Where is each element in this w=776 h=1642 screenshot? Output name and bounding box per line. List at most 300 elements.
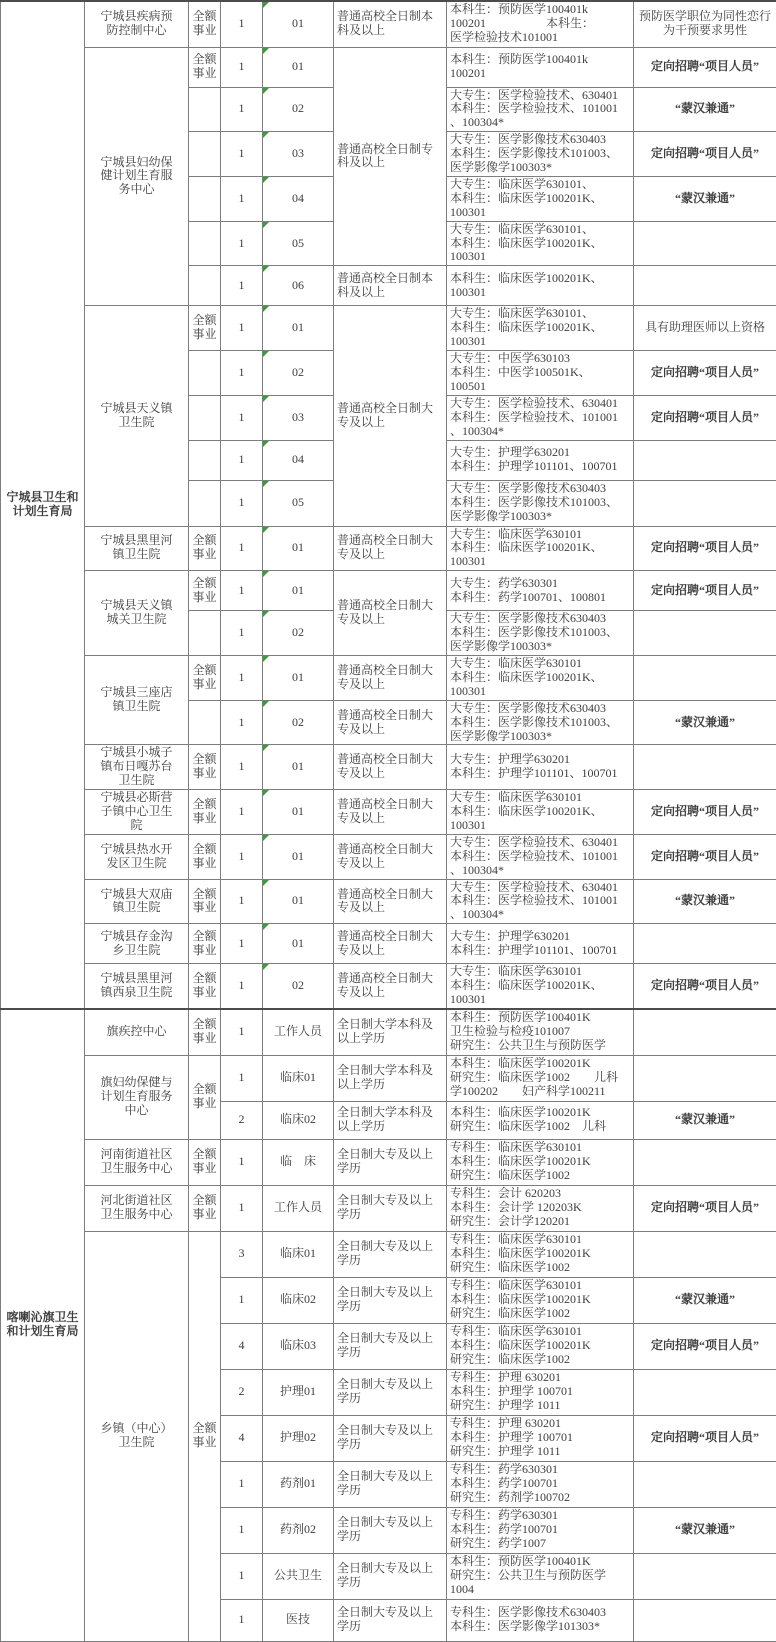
unit-cell [85, 1231, 189, 1641]
edu-cell [334, 834, 447, 879]
count-text: 1 [239, 192, 245, 206]
unit-text: 河南街道社区 卫生服务中心 [100, 1148, 172, 1176]
edu-text: 全日制大专及以上 学历 [337, 1470, 433, 1498]
remark-cell [634, 395, 776, 440]
remark-cell [634, 964, 776, 1009]
remark-cell [634, 87, 776, 132]
count-cell [221, 1323, 263, 1369]
remark-cell [634, 655, 776, 700]
count-text: 1 [239, 1293, 245, 1307]
code-cell [263, 351, 334, 396]
code-text: 临床03 [280, 1339, 316, 1353]
majors-cell [447, 1507, 634, 1553]
fund-cell [189, 834, 221, 879]
majors-text: 专科生：药学630301 本科生：药学100701 研究生：药剂学100702 [450, 1463, 570, 1505]
remark-cell [634, 47, 776, 87]
edu-text: 全日制大专及以上 学历 [337, 1240, 433, 1268]
count-text: 1 [239, 453, 245, 467]
fund-cell [189, 526, 221, 571]
code-cell [263, 480, 334, 526]
code-cell [263, 1599, 334, 1641]
fund-text: 全额 事业 [192, 843, 216, 871]
majors-text: 大专生：临床医学630101、 本科生：临床医学100201K、 100301 [450, 307, 603, 349]
majors-text: 本科生：预防医学100401k 100201 [450, 53, 588, 81]
fund-text: 全额 事业 [192, 10, 216, 38]
unit-text: 宁城县黑里河 镇卫生院 [100, 534, 172, 562]
majors-text: 专科生：护理 630201 本科生：护理学 100701 研究生：护理学 1011 [450, 1371, 573, 1413]
code-text: 护理02 [280, 1431, 316, 1445]
count-text: 2 [239, 1385, 245, 1399]
code-text: 工作人员 [274, 1025, 322, 1039]
unit-cell [85, 655, 189, 744]
code-text: 02 [292, 716, 304, 730]
majors-text: 大专生：医学检验技术、630401 本科生：医学检验技术、101001 、100304* [450, 836, 618, 878]
edu-text: 普通高校全日制大 专及以上 [337, 664, 433, 692]
code-cell [263, 611, 334, 656]
majors-text: 大专生：医学影像技术630403 本科生：医学影像技术101003、 医学影像学100303* [450, 133, 618, 175]
count-cell [221, 1185, 263, 1231]
count-text: 1 [239, 850, 245, 864]
code-cell [263, 1461, 334, 1507]
fund-cell [189, 395, 221, 440]
majors-cell [447, 1369, 634, 1415]
count-cell [221, 1055, 263, 1101]
majors-cell [447, 924, 634, 964]
edu-cell [334, 1101, 447, 1139]
majors-cell [447, 1323, 634, 1369]
fund-cell [189, 221, 221, 266]
count-text: 1 [239, 894, 245, 908]
majors-text: 大专生：护理学630201 本科生：护理学101101、100701 [450, 753, 618, 781]
unit-text: 宁城县小城子 镇布日嘎苏台 卫生院 [100, 746, 172, 788]
unit-text: 宁城县黑里河 镇西泉卫生院 [100, 972, 172, 1000]
edu-cell [334, 1323, 447, 1369]
remark-cell [634, 1185, 776, 1231]
count-text: 1 [239, 1025, 245, 1039]
unit-text: 宁城县大双庙 镇卫生院 [100, 888, 172, 916]
remark-text: “蒙汉兼通” [675, 894, 735, 908]
remark-cell [634, 440, 776, 480]
comment-marker-icon [263, 790, 269, 796]
count-cell [221, 176, 263, 221]
count-cell [221, 700, 263, 745]
edu-text: 普通高校全日制本 科及以上 [337, 10, 433, 38]
unit-cell [85, 306, 189, 526]
remark-cell [634, 1461, 776, 1507]
count-cell [221, 526, 263, 571]
count-cell [221, 571, 263, 611]
code-cell [263, 1415, 334, 1461]
code-cell [263, 1323, 334, 1369]
count-text: 3 [239, 1247, 245, 1261]
edu-cell [334, 745, 447, 790]
majors-cell [447, 440, 634, 480]
count-cell [221, 611, 263, 656]
comment-marker-icon [263, 924, 269, 930]
fund-cell [189, 924, 221, 964]
comment-marker-icon [263, 571, 269, 577]
edu-text: 全日制大学本科及 以上学历 [337, 1018, 433, 1046]
code-text: 02 [292, 979, 304, 993]
count-cell [221, 924, 263, 964]
majors-cell [447, 790, 634, 835]
remark-cell [634, 1323, 776, 1369]
code-cell [263, 1055, 334, 1101]
remark-cell [634, 879, 776, 924]
count-text: 1 [239, 979, 245, 993]
fund-cell [189, 1139, 221, 1185]
unit-cell [85, 571, 189, 656]
majors-text: 大专生：临床医学630101 本科生：临床医学100201K、 100301 [450, 528, 603, 570]
majors-cell [447, 700, 634, 745]
fund-text: 全额 事业 [192, 888, 216, 916]
count-text: 4 [239, 1339, 245, 1353]
count-cell [221, 1369, 263, 1415]
majors-text: 专科生：临床医学630101 本科生：临床医学100201K 研究生：临床医学1002 [450, 1141, 591, 1183]
count-text: 1 [239, 496, 245, 510]
code-text: 药剂02 [280, 1523, 316, 1537]
remark-cell [634, 790, 776, 835]
fund-text: 全额 事业 [192, 534, 216, 562]
count-text: 1 [239, 1155, 245, 1169]
code-cell [263, 306, 334, 351]
remark-cell [634, 1055, 776, 1101]
remark-cell [634, 351, 776, 396]
code-text: 01 [292, 541, 304, 555]
remark-cell [634, 745, 776, 790]
code-text: 03 [292, 411, 304, 425]
remark-text: 定向招聘“项目人员” [651, 366, 759, 380]
majors-cell [447, 221, 634, 266]
majors-cell [447, 1009, 634, 1055]
majors-text: 专科生：护理 630201 本科生：护理学 100701 研究生：护理学 1011 [450, 1417, 573, 1459]
unit-text: 宁城县存金沟 乡卫生院 [100, 930, 172, 958]
majors-cell [447, 395, 634, 440]
fund-text: 全额 事业 [192, 930, 216, 958]
code-text: 05 [292, 237, 304, 251]
remark-text: 定向招聘“项目人员” [651, 60, 759, 74]
remark-text: 定向招聘“项目人员” [651, 1201, 759, 1215]
count-text: 1 [239, 1569, 245, 1583]
comment-marker-icon [263, 132, 269, 138]
bureau-text: 宁城县卫生和 计划生育局 [6, 491, 78, 519]
majors-cell [447, 655, 634, 700]
count-text: 4 [239, 1431, 245, 1445]
remark-text: “蒙汉兼通” [675, 1113, 735, 1127]
edu-cell [334, 266, 447, 306]
remark-cell [634, 1369, 776, 1415]
unit-text: 宁城县妇幼保 健计划生育服 务中心 [100, 156, 172, 198]
unit-cell [85, 924, 189, 964]
majors-cell [447, 1055, 634, 1101]
remark-text: 定向招聘“项目人员” [651, 850, 759, 864]
count-text: 1 [239, 671, 245, 685]
count-text: 1 [239, 716, 245, 730]
code-cell [263, 571, 334, 611]
job-table-body [1, 1, 776, 1641]
code-text: 01 [292, 805, 304, 819]
majors-text: 本科生：临床医学100201K、 100301 [450, 272, 603, 300]
count-text: 1 [239, 102, 245, 116]
comment-marker-icon [263, 880, 269, 886]
edu-text: 全日制大专及以上 学历 [337, 1286, 433, 1314]
code-cell [263, 1553, 334, 1599]
majors-cell [447, 964, 634, 1009]
remark-text: “蒙汉兼通” [675, 716, 735, 730]
count-cell [221, 1461, 263, 1507]
fund-cell [189, 879, 221, 924]
unit-text: 旗疾控中心 [106, 1025, 166, 1039]
edu-cell [334, 1055, 447, 1101]
count-cell [221, 221, 263, 266]
remark-text: “蒙汉兼通” [675, 192, 735, 206]
fund-text: 全额 事业 [192, 798, 216, 826]
count-cell [221, 1599, 263, 1641]
code-text: 03 [292, 147, 304, 161]
remark-text: 定向招聘“项目人员” [651, 979, 759, 993]
fund-cell [189, 306, 221, 351]
majors-cell [447, 1139, 634, 1185]
majors-text: 专科生：临床医学630101 本科生：临床医学100201K 研究生：临床医学1002 [450, 1233, 591, 1275]
remark-cell [634, 221, 776, 266]
comment-marker-icon [263, 306, 269, 312]
majors-cell [447, 132, 634, 177]
majors-text: 专科生：临床医学630101 本科生：临床医学100201K 研究生：临床医学1002 [450, 1325, 591, 1367]
comment-marker-icon [263, 527, 269, 533]
comment-marker-icon [263, 964, 269, 970]
count-cell [221, 395, 263, 440]
count-cell [221, 964, 263, 1009]
unit-text: 宁城县热水开 发区卫生院 [100, 843, 172, 871]
code-text: 医技 [286, 1613, 310, 1627]
count-cell [221, 1415, 263, 1461]
majors-text: 大专生：医学检验技术、630401 本科生：医学检验技术、101001 、100304* [450, 397, 618, 439]
fund-cell [189, 47, 221, 87]
count-cell [221, 1009, 263, 1055]
majors-text: 大专生：临床医学630101 本科生：临床医学100201K、 100301 [450, 965, 603, 1007]
count-cell [221, 834, 263, 879]
code-cell [263, 790, 334, 835]
fund-cell [189, 87, 221, 132]
count-cell [221, 351, 263, 396]
edu-text: 全日制大专及以上 学历 [337, 1516, 433, 1544]
code-text: 01 [292, 850, 304, 864]
code-cell [263, 1139, 334, 1185]
majors-text: 大专生：医学影像技术630403 本科生：医学影像技术101003、 医学影像学100303* [450, 702, 618, 744]
majors-cell [447, 1101, 634, 1139]
unit-text: 宁城县疾病预 防控制中心 [100, 10, 172, 38]
majors-text: 大专生：医学检验技术、630401 本科生：医学检验技术、101001 、100304* [450, 89, 618, 131]
remark-cell [634, 1507, 776, 1553]
code-text: 药剂01 [280, 1477, 316, 1491]
comment-marker-icon [263, 441, 269, 447]
unit-cell [85, 834, 189, 879]
majors-cell [447, 1231, 634, 1277]
majors-text: 本科生：预防医学100401K 研究生：公共卫生与预防医学 1004 [450, 1555, 606, 1597]
edu-text: 普通高校全日制大 专及以上 [337, 402, 433, 430]
edu-cell [334, 1507, 447, 1553]
count-text: 1 [239, 1201, 245, 1215]
majors-text: 专科生：药学630301 本科生：药学100701 研究生：药学1007 [450, 1509, 558, 1551]
majors-cell [447, 1415, 634, 1461]
majors-cell [447, 1461, 634, 1507]
edu-cell [334, 1, 447, 47]
edu-text: 全日制大专及以上 学历 [337, 1606, 433, 1634]
bureau-text: 喀喇沁旗卫生 和计划生育局 [6, 1311, 78, 1339]
code-cell [263, 176, 334, 221]
unit-text: 宁城县天义镇 卫生院 [100, 402, 172, 430]
edu-text: 普通高校全日制大 专及以上 [337, 888, 433, 916]
majors-cell [447, 1185, 634, 1231]
code-text: 01 [292, 760, 304, 774]
count-cell [221, 790, 263, 835]
fund-text: 全额 事业 [192, 664, 216, 692]
code-cell [263, 1369, 334, 1415]
code-text: 临床02 [280, 1293, 316, 1307]
fund-cell [189, 655, 221, 700]
remark-text: 定向招聘“项目人员” [651, 541, 759, 555]
code-cell [263, 1009, 334, 1055]
majors-text: 大专生：临床医学630101 本科生：临床医学100201K、 100301 [450, 657, 603, 699]
edu-cell [334, 879, 447, 924]
remark-text: 定向招聘“项目人员” [651, 411, 759, 425]
code-cell [263, 1185, 334, 1231]
code-text: 临床01 [280, 1247, 316, 1261]
count-cell [221, 132, 263, 177]
code-cell [263, 964, 334, 1009]
count-text: 2 [239, 1113, 245, 1127]
fund-cell [189, 700, 221, 745]
majors-text: 专科生：会计 620203 本科生：会计学 120203K 研究生：会计学120201 [450, 1187, 582, 1229]
code-text: 01 [292, 60, 304, 74]
remark-cell [634, 924, 776, 964]
fund-cell [189, 1055, 221, 1139]
code-text: 护理01 [280, 1385, 316, 1399]
count-text: 1 [239, 321, 245, 335]
fund-text: 全额 事业 [192, 314, 216, 342]
fund-cell [189, 176, 221, 221]
majors-cell [447, 266, 634, 306]
count-cell [221, 306, 263, 351]
count-text: 1 [239, 366, 245, 380]
majors-text: 本科生：临床医学100201K 研究生：临床医学1002 儿科 [450, 1106, 606, 1134]
edu-text: 全日制大专及以上 学历 [337, 1424, 433, 1452]
fund-text: 全额 事业 [192, 1083, 216, 1111]
code-text: 02 [292, 366, 304, 380]
fund-cell [189, 745, 221, 790]
remark-text: 具有助理医师以上资格 [645, 321, 765, 335]
bureau-cell [1, 1009, 85, 1641]
edu-cell [334, 1461, 447, 1507]
unit-text: 宁城县必斯营 子镇中心卫生 院 [100, 791, 172, 833]
remark-cell [634, 1231, 776, 1277]
remark-text: “蒙汉兼通” [675, 1523, 735, 1537]
edu-text: 普通高校全日制大 专及以上 [337, 534, 433, 562]
count-cell [221, 1277, 263, 1323]
fund-text: 全额 事业 [192, 753, 216, 781]
fund-text: 全额 事业 [192, 972, 216, 1000]
count-cell [221, 745, 263, 790]
unit-cell [85, 1185, 189, 1231]
remark-cell [634, 1009, 776, 1055]
edu-text: 普通高校全日制本 科及以上 [337, 272, 433, 300]
code-cell [263, 440, 334, 480]
code-cell [263, 1507, 334, 1553]
edu-cell [334, 1553, 447, 1599]
comment-marker-icon [263, 745, 269, 751]
majors-text: 专科生：临床医学630101 本科生：临床医学100201K 研究生：临床医学1002 [450, 1279, 591, 1321]
edu-text: 普通高校全日制大 专及以上 [337, 709, 433, 737]
code-cell [263, 87, 334, 132]
unit-cell [85, 1009, 189, 1055]
edu-cell [334, 1009, 447, 1055]
unit-text: 河北街道社区 卫生服务中心 [100, 1194, 172, 1222]
count-cell [221, 1231, 263, 1277]
unit-cell [85, 1139, 189, 1185]
code-text: 01 [292, 321, 304, 335]
remark-cell [634, 176, 776, 221]
edu-text: 全日制大专及以上 学历 [337, 1562, 433, 1590]
edu-cell [334, 924, 447, 964]
code-text: 01 [292, 584, 304, 598]
fund-cell [189, 790, 221, 835]
edu-text: 全日制大学本科及 以上学历 [337, 1106, 433, 1134]
comment-marker-icon [263, 701, 269, 707]
edu-cell [334, 1231, 447, 1277]
unit-cell [85, 790, 189, 835]
code-text: 临 床 [280, 1155, 316, 1169]
code-cell [263, 266, 334, 306]
remark-text: 定向招聘“项目人员” [651, 805, 759, 819]
edu-cell [334, 1185, 447, 1231]
fund-text: 全额 事业 [192, 577, 216, 605]
comment-marker-icon [263, 177, 269, 183]
remark-cell [634, 306, 776, 351]
count-text: 1 [239, 1613, 245, 1627]
edu-text: 全日制大学本科及 以上学历 [337, 1064, 433, 1092]
unit-cell [85, 964, 189, 1009]
fund-cell [189, 266, 221, 306]
edu-cell [334, 790, 447, 835]
comment-marker-icon [263, 481, 269, 487]
unit-text: 宁城县三座店 镇卫生院 [100, 686, 172, 714]
edu-cell [334, 571, 447, 656]
majors-cell [447, 47, 634, 87]
bureau-cell [1, 1, 85, 1009]
majors-text: 大专生：药学630301 本科生：药学100701、100801 [450, 577, 606, 605]
remark-cell [634, 1599, 776, 1641]
count-text: 1 [239, 17, 245, 31]
remark-cell [634, 1139, 776, 1185]
remark-cell [634, 571, 776, 611]
remark-cell [634, 480, 776, 526]
code-cell [263, 1, 334, 47]
fund-cell [189, 964, 221, 1009]
majors-text: 专科生：医学影像技术630403 本科生：医学影像学101303* [450, 1606, 606, 1634]
remark-cell [634, 1101, 776, 1139]
fund-cell [189, 1185, 221, 1231]
fund-cell [189, 1231, 221, 1641]
count-text: 1 [239, 626, 245, 640]
majors-text: 大专生：护理学630201 本科生：护理学101101、100701 [450, 446, 618, 474]
remark-cell [634, 526, 776, 571]
remark-cell [634, 132, 776, 177]
edu-text: 普通高校全日制专 科及以上 [337, 143, 433, 171]
count-cell [221, 87, 263, 132]
code-cell [263, 526, 334, 571]
edu-cell [334, 655, 447, 700]
edu-text: 全日制大专及以上 学历 [337, 1148, 433, 1176]
